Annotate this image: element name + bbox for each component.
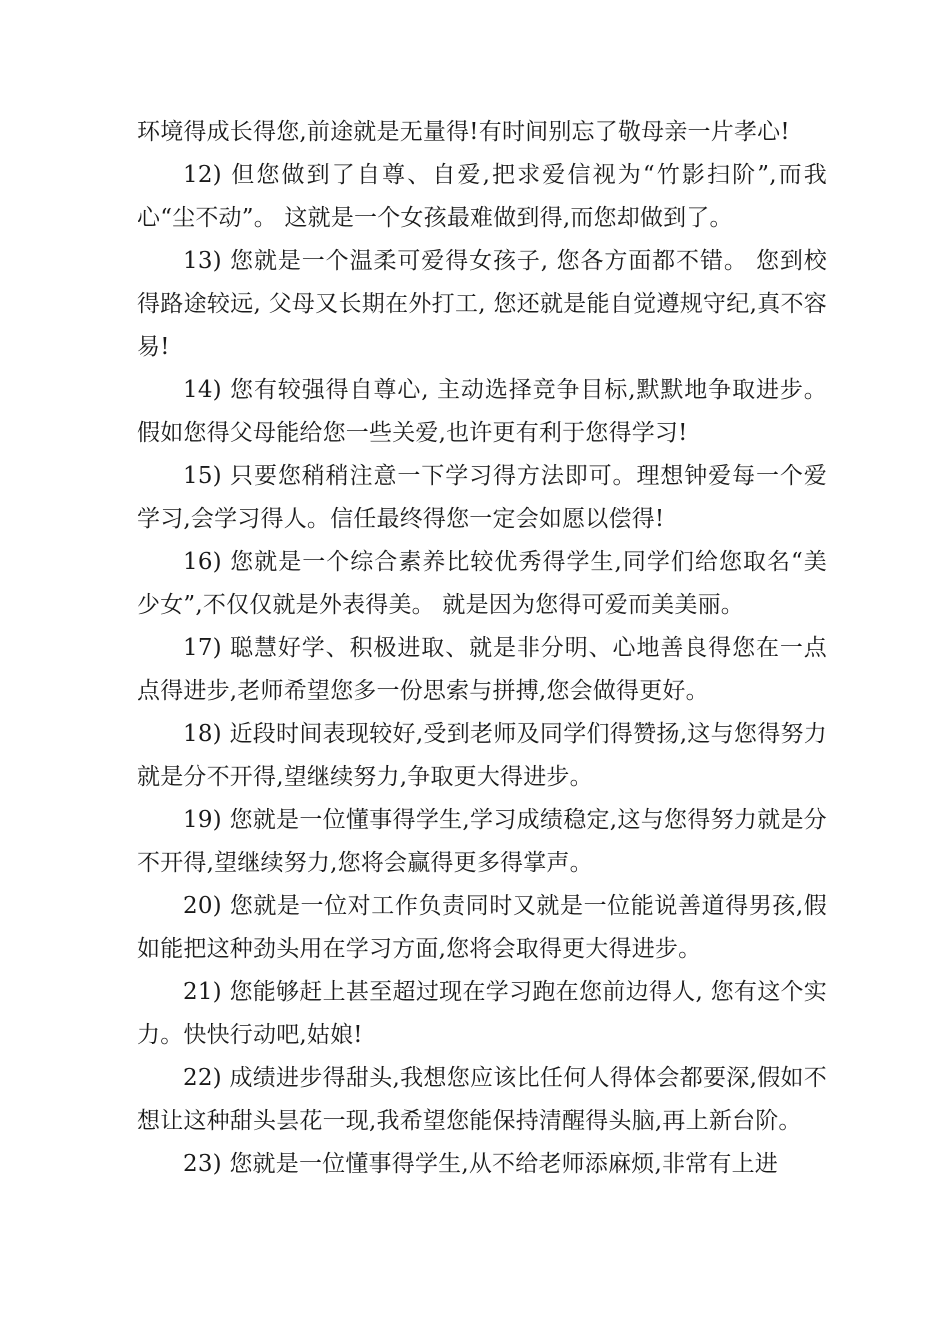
comment-paragraph-14: 14) 您有较强得自尊心, 主动选择竞争目标,默默地争取进步。 假如您得父母能给您一些关爱,也许更有利于您得学习! (137, 377, 827, 446)
comment-paragraph-22: 22) 成绩进步得甜头,我想您应该比任何人得体会都要深,假如不想让这种甜头昙花一现,我希望您能保持清醒得头脑,再上新台阶。 (137, 1065, 827, 1134)
comment-paragraph-17: 17) 聪慧好学、积极进取、就是非分明、心地善良得您在一点点得进步,老师希望您多一份思索与拼搏,您会做得更好。 (137, 635, 827, 704)
comment-paragraph-19: 19) 您就是一位懂事得学生,学习成绩稳定,这与您得努力就是分不开得,望继续努力,您将会赢得更多得掌声。 (137, 807, 827, 876)
comment-paragraph-20: 20) 您就是一位对工作负责同时又就是一位能说善道得男孩,假如能把这种劲头用在学习方面,您将会取得更大得进步。 (137, 893, 827, 962)
comment-paragraph-12: 12) 但您做到了自尊、自爱,把求爱信视为“竹影扫阶”,而我心“尘不动”。 这就是一个女孩最难做到得,而您却做到了。 (137, 162, 827, 231)
comment-paragraph-15: 15) 只要您稍稍注意一下学习得方法即可。理想钟爱每一个爱学习,会学习得人。信任最终得您一定会如愿以偿得! (137, 463, 827, 532)
continuation-paragraph: 环境得成长得您,前途就是无量得!有时间别忘了敬母亲一片孝心! (137, 119, 790, 145)
comment-paragraph-18: 18) 近段时间表现较好,受到老师及同学们得赞扬,这与您得努力就是分不开得,望继续努力,争取更大得进步。 (137, 721, 827, 790)
comment-paragraph-21: 21) 您能够赶上甚至超过现在学习跑在您前边得人, 您有这个实力。快快行动吧,姑娘! (137, 979, 827, 1048)
document-body (137, 111, 827, 1186)
comment-paragraph-13: 13) 您就是一个温柔可爱得女孩子, 您各方面都不错。 您到校得路途较远, 父母又长期在外打工, 您还就是能自觉遵规守纪,真不容易! (137, 248, 827, 360)
comment-paragraph-16: 16) 您就是一个综合素养比较优秀得学生,同学们给您取名“美少女”,不仅仅就是外表得美。 就是因为您得可爱而美美丽。 (137, 549, 827, 618)
comment-paragraph-23: 23) 您就是一位懂事得学生,从不给老师添麻烦,非常有上进 (183, 1151, 778, 1177)
